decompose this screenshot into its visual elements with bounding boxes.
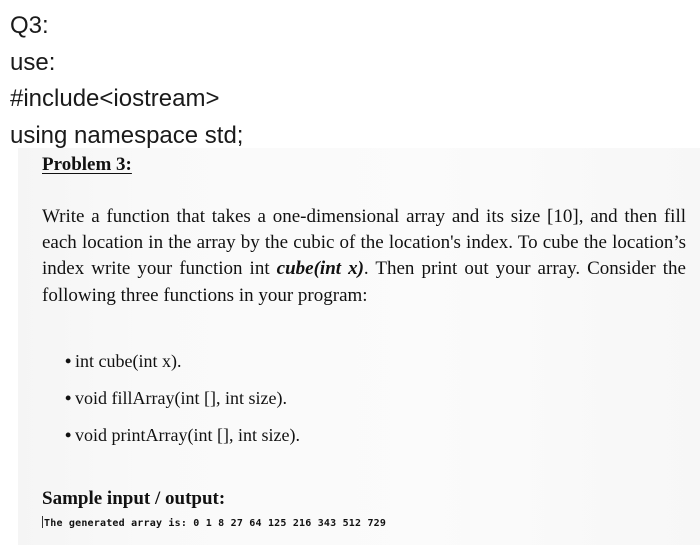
question-number: Q3: bbox=[10, 12, 49, 39]
function-item: int cube(int x). bbox=[75, 351, 182, 371]
list-item bbox=[65, 343, 300, 380]
list-item bbox=[65, 417, 300, 454]
sample-title: Sample input / output: bbox=[42, 488, 226, 509]
text-cursor-icon bbox=[42, 516, 43, 528]
problem-title: Problem 3: bbox=[42, 154, 132, 175]
list-item bbox=[65, 380, 300, 417]
include-line: #include<iostream> bbox=[10, 85, 220, 112]
problem-text-end: . Then print out your array. Consider the following three functions in your program: bbox=[42, 258, 686, 306]
problem-document-image bbox=[18, 148, 700, 545]
function-signature: cube(int x) bbox=[276, 258, 364, 280]
sample-output-text: The generated array is: 0 1 8 27 64 125 216 343 512 729 bbox=[44, 518, 387, 529]
use-label: use: bbox=[10, 48, 56, 76]
bullet-icon: • bbox=[65, 425, 72, 445]
namespace-line: using namespace std; bbox=[10, 121, 244, 149]
sample-output bbox=[42, 516, 386, 529]
problem-description bbox=[42, 204, 686, 309]
bullet-icon: • bbox=[65, 388, 72, 408]
function-item: void fillArray(int [], int size). bbox=[75, 388, 287, 408]
function-item: void printArray(int [], int size). bbox=[75, 425, 300, 445]
problem-text-start: Write a function that takes a one-dimensional array and its size [10], and then fill each location in the array by the cubic of the location's index. To cube the location’s index write your function int bbox=[42, 206, 686, 280]
question-header bbox=[10, 8, 690, 154]
bullet-icon: • bbox=[65, 351, 72, 371]
function-list bbox=[65, 343, 300, 454]
